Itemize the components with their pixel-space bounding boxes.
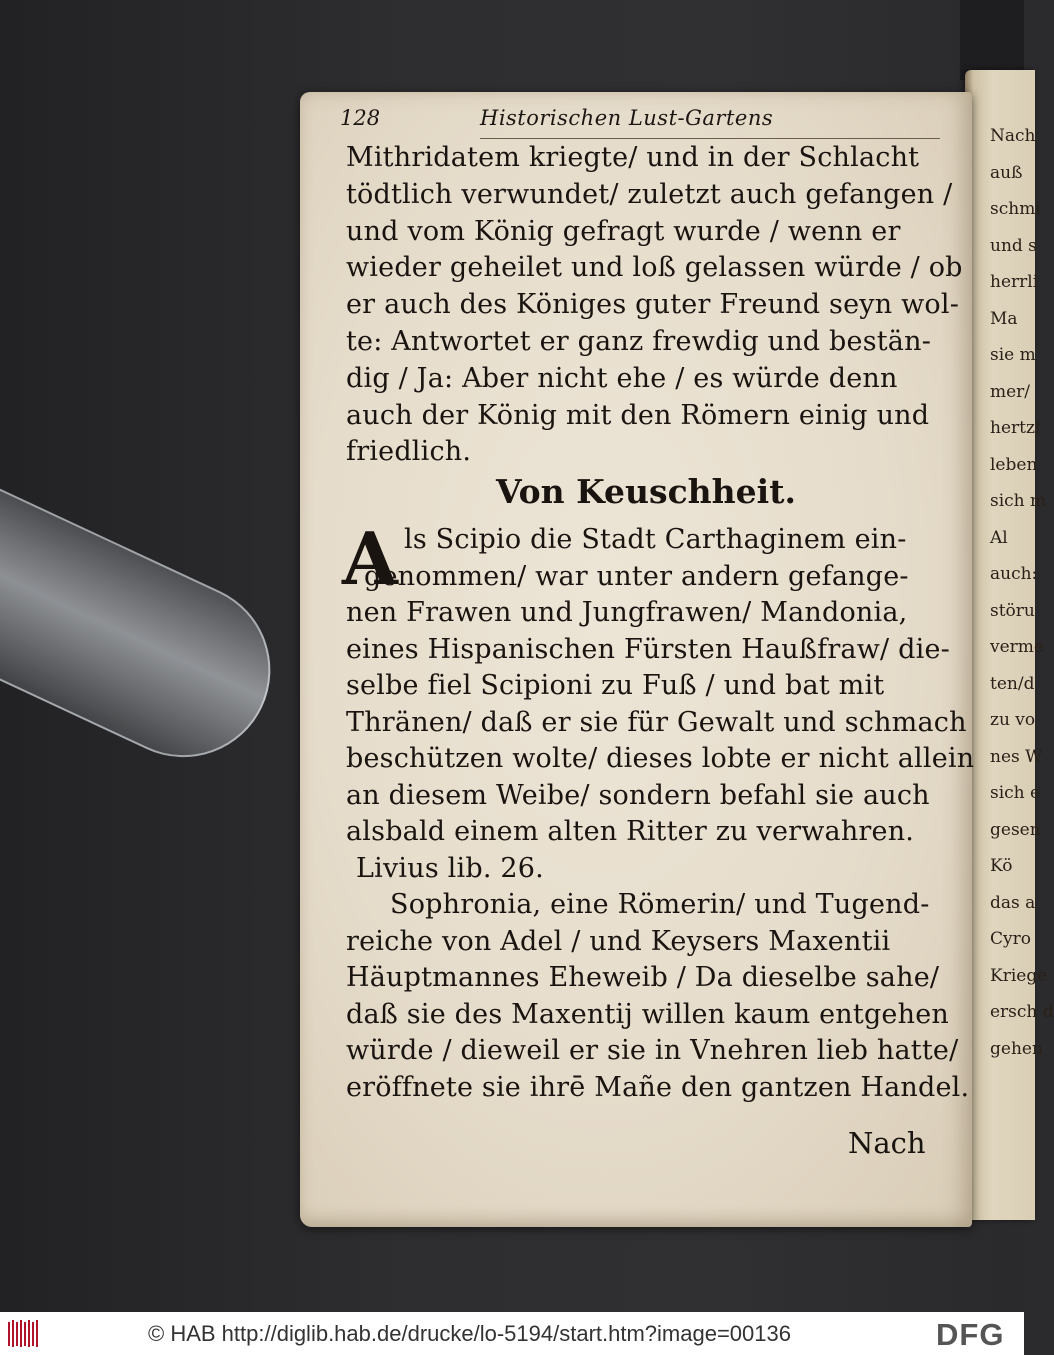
text-line: dig / Ja: Aber nicht ehe / es würde denn — [346, 362, 898, 394]
text-line: würde / dieweil er sie in Vnehren lieb hatte/ — [346, 1035, 959, 1066]
text-line: wieder geheilet und loß gelassen würde / ob — [346, 252, 963, 284]
next-page-fragment: Kriege — [990, 965, 1048, 986]
text-line: reiche von Adel / und Keysers Maxentii — [346, 925, 891, 957]
next-page-fragment: sie m — [990, 345, 1036, 365]
hab-logo-icon — [6, 1318, 40, 1349]
text-line: friedlich. — [346, 436, 472, 468]
next-page-fragment: und s — [990, 235, 1037, 256]
next-page-fragment: zu vo — [990, 710, 1036, 730]
next-page-fragment: Al — [990, 527, 1008, 548]
next-page-fragment: ten/d — [990, 673, 1035, 694]
next-page-fragment: störu — [990, 600, 1035, 621]
next-page-fragment: sich m — [990, 491, 1047, 511]
text-line: te: Antwortet er ganz frewdig und bestän- — [346, 326, 932, 357]
text-line: selbe fiel Scipioni zu Fuß / und bat mit — [346, 670, 885, 701]
text-line: genommen/ war unter andern gefange- — [364, 560, 909, 592]
section-heading: Von Keuschheit. — [496, 472, 796, 511]
copyright-url: © HAB http://diglib.hab.de/drucke/lo-5194/start.htm?image=00136 — [148, 1321, 791, 1346]
next-page-fragment: schmi — [990, 199, 1041, 219]
footer-bar — [0, 1312, 1024, 1355]
text-line: an diesem Weibe/ sondern befahl sie auch — [346, 779, 930, 811]
text-line: und vom König gefragt wurde / wenn er — [346, 215, 901, 247]
text-line: tödtlich verwundet/ zuletzt auch gefangen / — [346, 178, 953, 210]
catchword: Nach — [848, 1126, 926, 1160]
text-line: ls Scipio die Stadt Carthaginem ein- — [404, 524, 907, 555]
next-page-fragment: hertzl — [990, 418, 1041, 438]
text-line: nen Frawen und Jungfrawen/ Mandonia, — [346, 597, 908, 628]
next-page-fragment: Ma — [990, 308, 1018, 329]
next-page-fragment: gesen — [990, 819, 1041, 840]
next-page-fragment: herrli — [990, 272, 1039, 292]
background-board — [960, 0, 1024, 80]
text-line: auch der König mit den Römern einig und — [346, 399, 930, 431]
next-page-fragment: das a — [990, 892, 1036, 913]
next-page-fragment: Nach — [990, 126, 1036, 146]
next-page-fragment: ersch d — [990, 1002, 1054, 1022]
next-page-fragment: auch: — [990, 564, 1038, 584]
book-page — [300, 92, 975, 1227]
header-rule — [480, 138, 940, 139]
text-line: Livius lib. 26. — [356, 852, 544, 884]
next-page-fragment: verme — [990, 637, 1044, 657]
plastic-page-holder — [0, 470, 299, 786]
dfg-logo: DFG — [936, 1317, 1005, 1352]
next-page-fragment: mer/ — [990, 381, 1031, 402]
text-line: Thränen/ daß er sie für Gewalt und schmach — [346, 706, 967, 738]
next-page-fragment: auß — [990, 162, 1023, 183]
text-line: daß sie des Maxentij willen kaum entgehen — [346, 998, 949, 1030]
text-line: Sophronia, eine Römerin/ und Tugend- — [390, 889, 930, 920]
next-page-fragment: Kö — [990, 856, 1013, 876]
drop-cap: A — [342, 516, 398, 601]
next-page-fragment: Cyro — [990, 929, 1031, 949]
text-line: er auch des Königes guter Freund seyn wol- — [346, 289, 960, 321]
text-line: beschützen wolte/ dieses lobte er nicht allein — [346, 743, 975, 774]
next-page-fragment: gehen — [990, 1038, 1043, 1059]
text-line: alsbald einem alten Ritter zu verwahren. — [346, 816, 915, 847]
next-page-fragment: nes W — [990, 746, 1043, 767]
text-line: Häuptmannes Eheweib / Da dieselbe sahe/ — [346, 962, 940, 993]
text-line: eröffnete sie ihrē Mañe den gantzen Handel. — [346, 1071, 970, 1103]
running-header — [340, 106, 820, 134]
page-number: 128 — [340, 106, 381, 130]
running-title: Historischen Lust-Gartens — [480, 106, 774, 130]
next-page-fragment: sich e — [990, 783, 1041, 803]
text-line: eines Hispanischen Fürsten Haußfraw/ die- — [346, 633, 950, 665]
next-page-fragment: leben — [990, 454, 1038, 475]
text-line: Mithridatem kriegte/ und in der Schlacht — [346, 142, 920, 173]
